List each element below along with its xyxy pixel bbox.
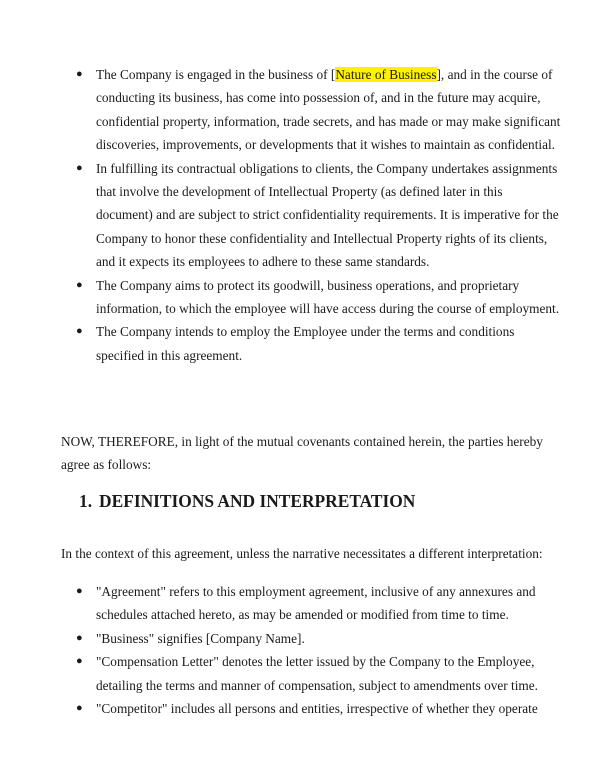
list-item [76,157,562,274]
bullet-icon: ● [76,68,83,80]
list-item [76,627,562,650]
list-item [76,697,562,720]
bullet-icon: ● [76,278,83,291]
definition-text: "Competitor" includes all persons and entities, irrespective of whether they operate [96,701,538,717]
section-intro-paragraph: In the context of this agreement, unless the narrative necessitates a different interpretation: [61,546,543,561]
recital-text: In fulfilling its contractual obligations to clients, the Company undertakes assignments that involve the development of Intellectual Property (as defined later in this document) and are subject to strict confidentiality requirements. It is imperative for the Company to honor these confidentiality and Intellectual Property rights of its clients, and it expects its employees to adhere to these same standards. [96,160,559,270]
definitions-list [76,580,562,720]
highlighted-placeholder: Nature of Business [335,67,437,82]
bullet-icon: ● [76,631,83,644]
recital-text: The Company aims to protect its goodwill, business operations, and proprietary information, to which the employee will have access during the course of employment. [96,277,560,317]
bullet-icon: ● [76,161,83,174]
bullet-icon: ● [76,325,83,338]
list-item [76,274,562,321]
list-item [76,650,562,697]
recital-text-before: The Company is engaged in the business of [ [96,67,336,82]
bullet-icon: ● [76,702,83,715]
list-item [76,580,562,627]
section-title: DEFINITIONS AND INTERPRETATION [99,491,416,511]
section-heading [79,489,415,513]
list-item [76,63,562,157]
bullet-icon: ● [76,655,83,668]
definition-text: "Compensation Letter" denotes the letter issued by the Company to the Employee, detailing the terms and manner of compensation, subject to amendments over time. [96,654,538,693]
recital-text-after: ], and in the course of conducting its business, has come into possession of, and in the future may acquire, confidential property, information, trade secrets, and has made or may make significant discoveries, improvements, or developments that it wishes to maintain as confidential. [96,67,561,153]
definition-text: "Business" signifies [Company Name]. [96,630,305,646]
definition-text: "Agreement" refers to this employment agreement, inclusive of any annexures and schedules attached hereto, as may be amended or modified from time to time. [96,584,536,623]
recital-text: The Company intends to employ the Employee under the terms and conditions specified in this agreement. [96,324,515,363]
list-item [76,320,562,367]
now-therefore-paragraph: NOW, THEREFORE, in light of the mutual covenants contained herein, the parties hereby agree as follows: [61,434,543,473]
section-number: 1. [79,491,93,511]
bullet-icon: ● [76,585,83,597]
recitals-list [76,63,562,367]
